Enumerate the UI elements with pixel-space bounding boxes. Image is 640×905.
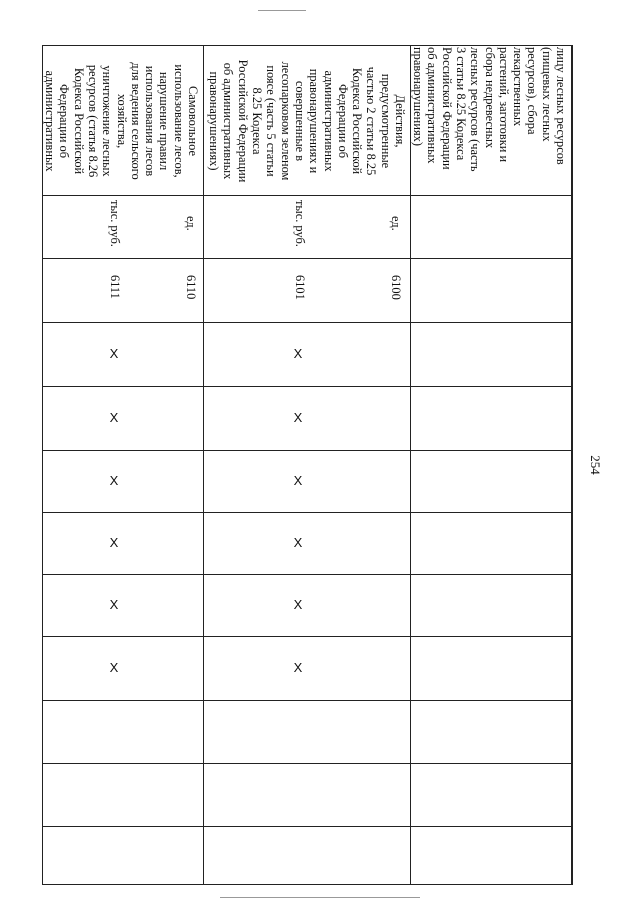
row-text-continued: лицу лесных ресурсов (пищевых лесных ресурсов), сбора лекарственных растений, заготовки и сбора недревесных лесных ресурсов (часть 3 статьи 8.25 Кодекса Российской Федерации об административных правонарушениях) <box>411 47 568 172</box>
unit-cell: тыс. руб. <box>293 200 307 247</box>
x-mark: X <box>109 535 119 550</box>
column-divider <box>42 386 572 387</box>
code-cell: 6101 <box>293 275 307 300</box>
column-divider <box>42 700 572 701</box>
x-mark: X <box>293 597 303 612</box>
column-divider <box>42 195 572 196</box>
page-number: 254 <box>588 455 603 475</box>
code-cell: 6111 <box>108 275 122 299</box>
table-border-right <box>571 45 573 885</box>
x-mark: X <box>293 473 303 488</box>
column-divider <box>42 258 572 259</box>
column-divider <box>42 574 572 575</box>
scan-mark-top <box>258 10 306 11</box>
column-divider <box>42 763 572 764</box>
x-mark: X <box>109 473 119 488</box>
scan-mark-bottom <box>220 897 420 898</box>
unit-cell: ед. <box>389 216 403 231</box>
row-text: Действия, предусмотренные частью 2 статьи 8.25 Кодекса Российской Федерации об административных правонарушениях и совершенные в лесопарковом зеленом поясе (часть 5 статьи 8.25 Кодекса Российской Федерации об административных правонарушениях) <box>207 59 407 183</box>
column-divider <box>42 322 572 323</box>
row-text: Самовольное использование лесов, нарушение правил использования лесов для ведения сельского хозяйства, уничтожение лесных ресурсов (статья 8.26 Кодекса Российской Федерации об административных <box>43 62 200 180</box>
x-mark: X <box>293 660 303 675</box>
unit-cell: тыс. руб. <box>108 200 122 247</box>
column-divider <box>42 826 572 827</box>
x-mark: X <box>293 410 303 425</box>
table-border-top <box>42 45 572 46</box>
x-mark: X <box>109 410 119 425</box>
column-divider <box>42 636 572 637</box>
x-mark: X <box>109 660 119 675</box>
x-mark: X <box>293 346 303 361</box>
x-mark: X <box>109 597 119 612</box>
column-divider <box>42 512 572 513</box>
code-cell: 6100 <box>389 275 403 300</box>
column-divider <box>42 450 572 451</box>
x-mark: X <box>293 535 303 550</box>
table-border-bottom <box>42 884 572 885</box>
row-divider <box>203 45 204 885</box>
code-cell: 6110 <box>184 275 198 300</box>
x-mark: X <box>109 346 119 361</box>
unit-cell: ед. <box>184 216 198 231</box>
